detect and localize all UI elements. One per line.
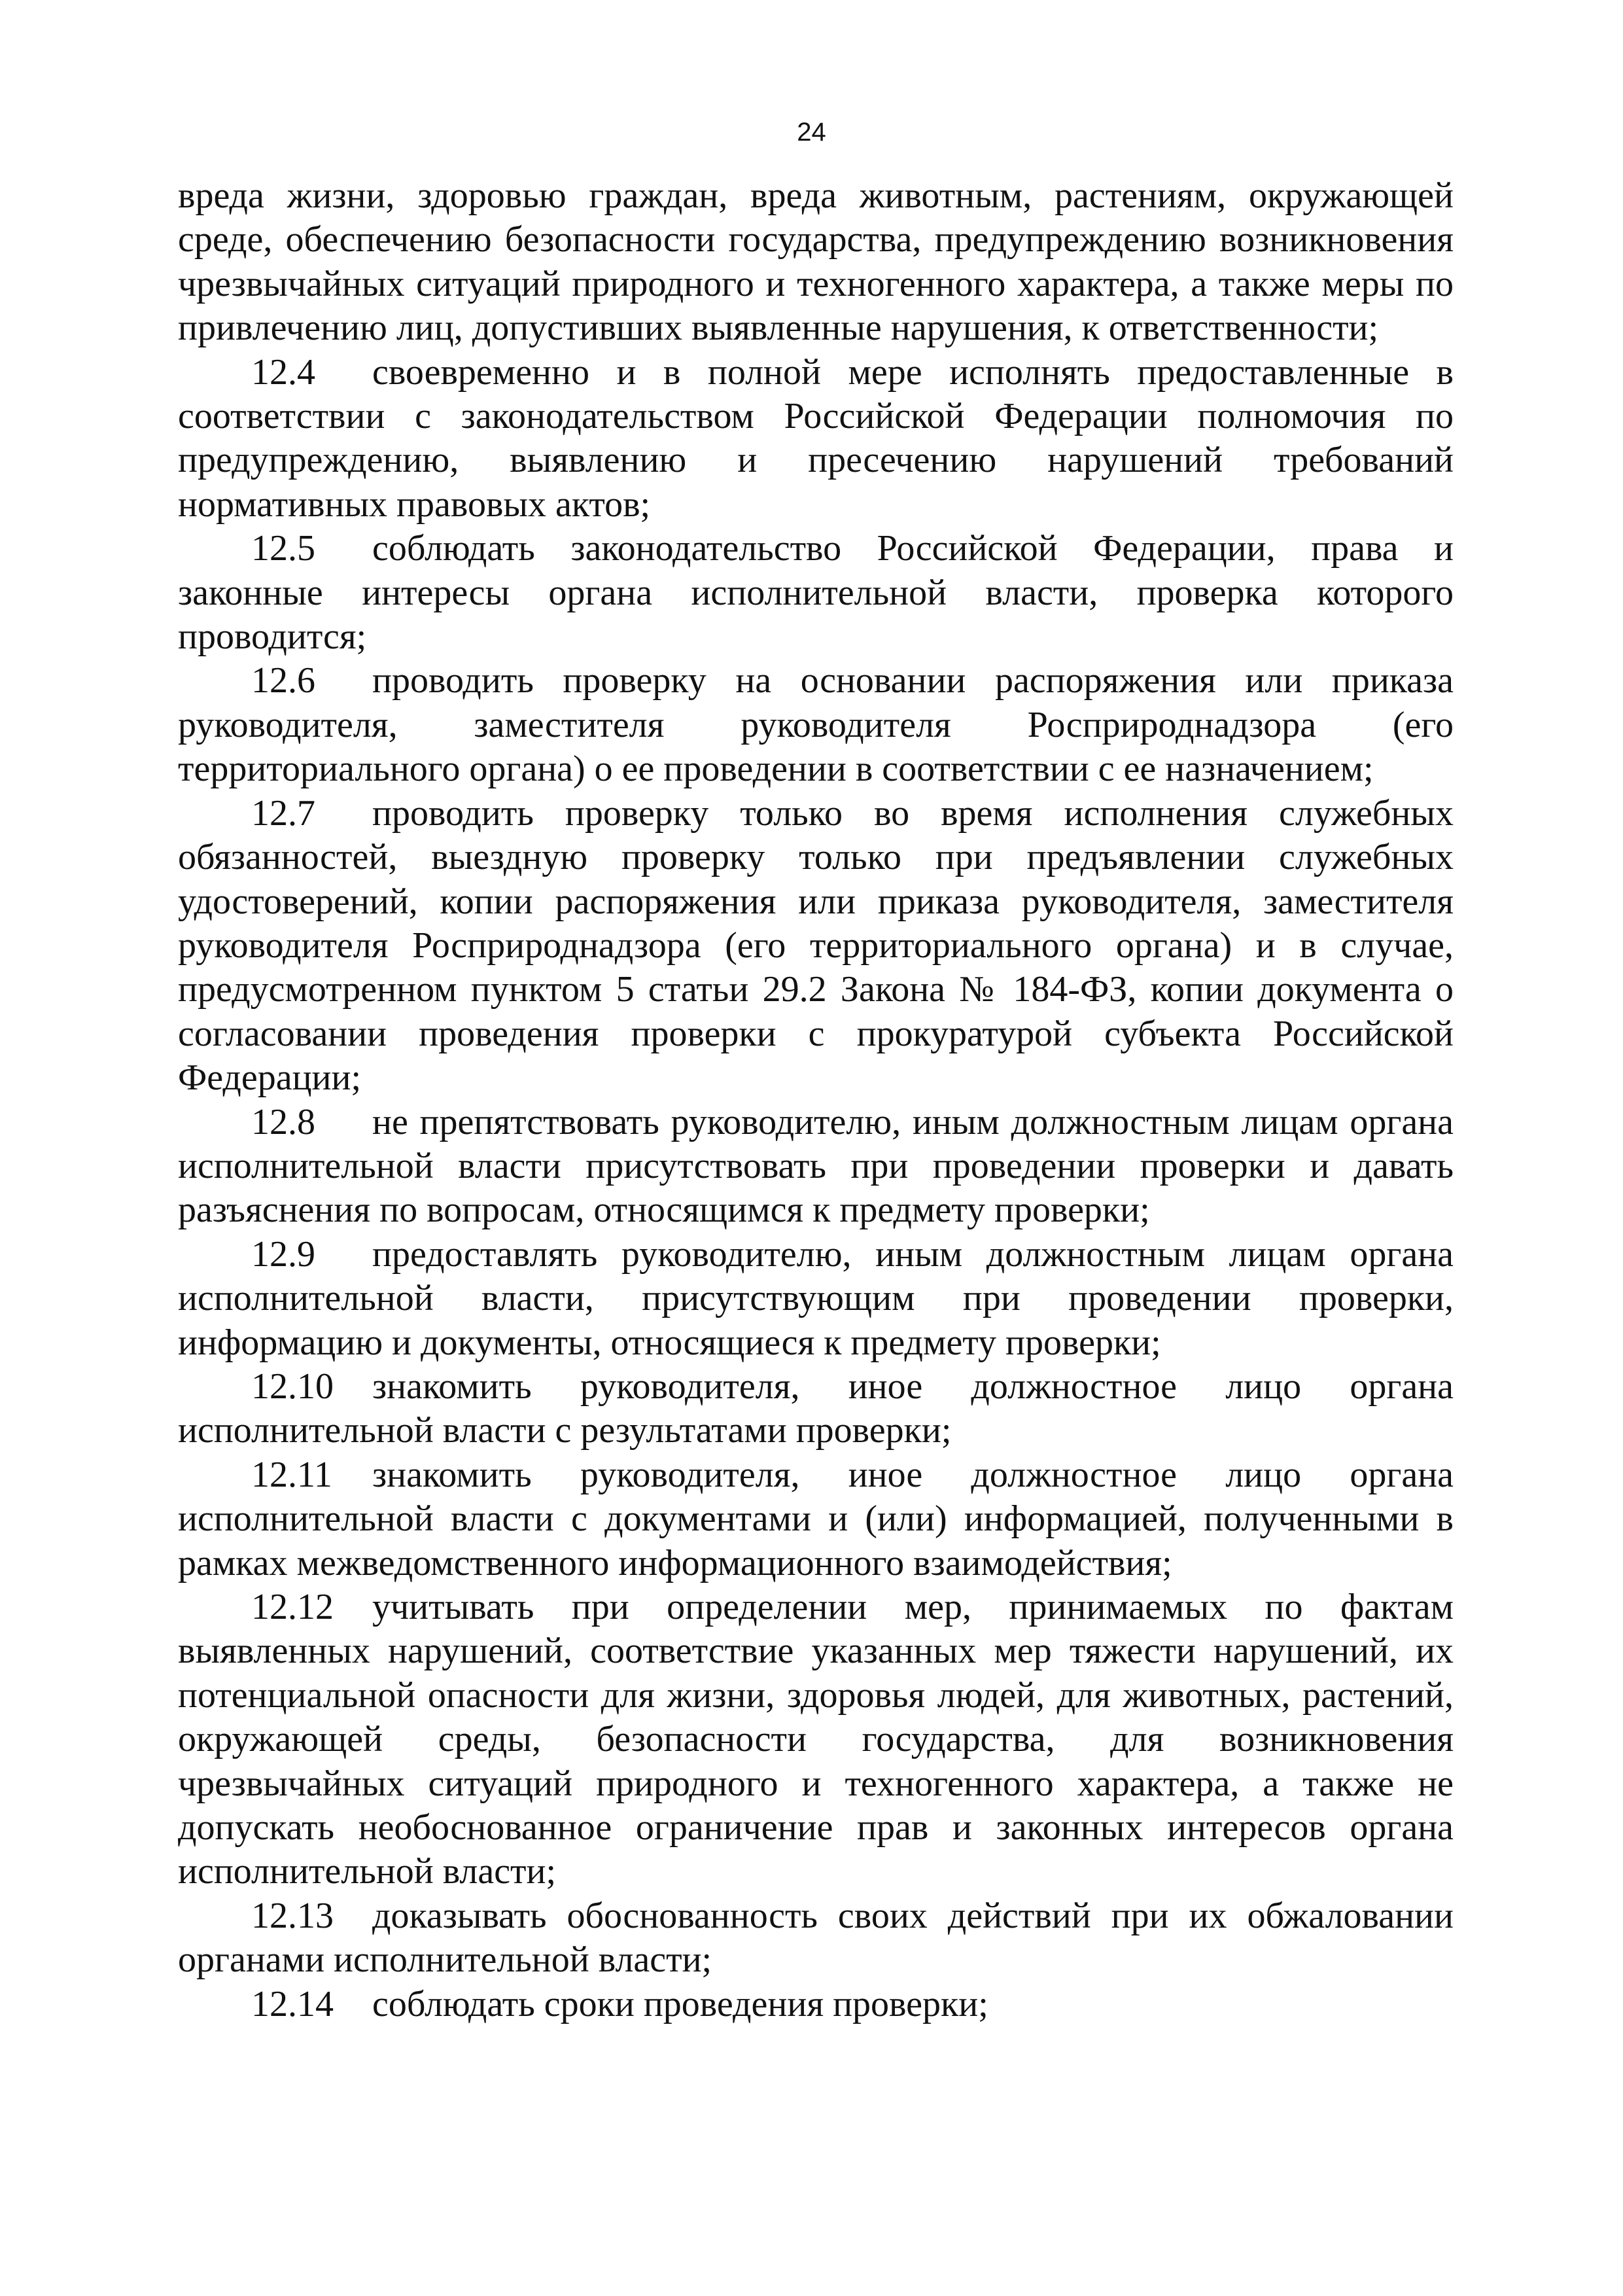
item-number: 12.13 [251, 1895, 334, 1936]
item-text: знакомить руководителя, иное должностное лицо органа исполнительной власти с документами и (или) информацией, полученными в рамках межведомственного информационного взаимодействия; [178, 1454, 1454, 1583]
item-number: 12.10 [251, 1366, 334, 1407]
item-text: проводить проверку только во время исполнения служебных обязанностей, выездную проверку только при предъявлении служебных удостоверений, копии распоряжения или приказа руководителя, заместителя руководителя Росприроднадзора (его территориального органа) и в случае, предусмотренном пунктом 5 статьи 29.2 Закона № 184-ФЗ, копии документа о согласовании проведения проверки с прокуратурой субъекта Российской Федерации; [178, 792, 1454, 1099]
item-text: не препятствовать руководителю, иным должностным лицам органа исполнительной власти присутствовать при проведении проверки и давать разъяснения по вопросам, относящимся к предмету проверки; [178, 1101, 1454, 1231]
list-item-12-5 [178, 527, 1454, 659]
list-item-12-9 [178, 1233, 1454, 1365]
document-body [178, 174, 1454, 2026]
item-number: 12.9 [251, 1233, 315, 1275]
list-item-12-6 [178, 659, 1454, 791]
item-number: 12.12 [251, 1587, 334, 1627]
list-item-12-13 [178, 1894, 1454, 1983]
item-number: 12.6 [251, 660, 315, 701]
list-item-12-10 [178, 1365, 1454, 1453]
item-text: соблюдать сроки проведения проверки; [372, 1983, 988, 2024]
item-text: соблюдать законодательство Российской Федерации, права и законные интересы органа исполнительной власти, проверка которого проводится; [178, 528, 1454, 658]
list-item-12-7 [178, 792, 1454, 1101]
item-text: предоставлять руководителю, иным должностным лицам органа исполнительной власти, присутствующим при проведении проверки, информацию и документы, относящиеся к предмету проверки; [178, 1233, 1454, 1363]
list-item-12-12 [178, 1585, 1454, 1894]
item-text: своевременно и в полной мере исполнять предоставленные в соответствии с законодательством Российской Федерации полномочия по предупреждению, выявлению и пресечению нарушений требований нормативных правовых актов; [178, 351, 1454, 525]
item-number: 12.14 [251, 1983, 334, 2024]
item-text: знакомить руководителя, иное должностное лицо органа исполнительной власти с результатами проверки; [178, 1366, 1454, 1451]
item-text: учитывать при определении мер, принимаемых по фактам выявленных нарушений, соответствие указанных мер тяжести нарушений, их потенциальной опасности для жизни, здоровья людей, для животных, растений, окружающей среды, безопасности государства, для возникновения чрезвычайных ситуаций природного и техногенного характера, а также не допускать необоснованное ограничение прав и законных интересов органа исполнительной власти; [178, 1587, 1454, 1892]
list-item-12-8 [178, 1101, 1454, 1233]
item-number: 12.8 [251, 1101, 315, 1142]
item-text: доказывать обоснованность своих действий при их обжаловании органами исполнительной власти; [178, 1895, 1454, 1981]
item-number: 12.11 [251, 1454, 332, 1495]
list-item-12-4 [178, 351, 1454, 527]
item-number: 12.4 [251, 351, 315, 393]
page-number: 24 [797, 118, 826, 147]
list-item-12-14 [178, 1983, 1454, 2026]
list-item-12-11 [178, 1453, 1454, 1585]
item-number: 12.7 [251, 792, 315, 834]
continuation-paragraph: вреда жизни, здоровью граждан, вреда животным, растениям, окружающей среде, обеспечению безопасности государства, предупреждению возникновения чрезвычайных ситуаций природного и техногенного характера, а также меры по привлечению лиц, допустивших выявленные нарушения, к ответственности; [178, 175, 1454, 349]
item-number: 12.5 [251, 528, 315, 569]
item-text: проводить проверку на основании распоряжения или приказа руководителя, заместителя руководителя Росприроднадзора (его территориального органа) о ее проведении в соответствии с ее назначением; [178, 660, 1454, 790]
